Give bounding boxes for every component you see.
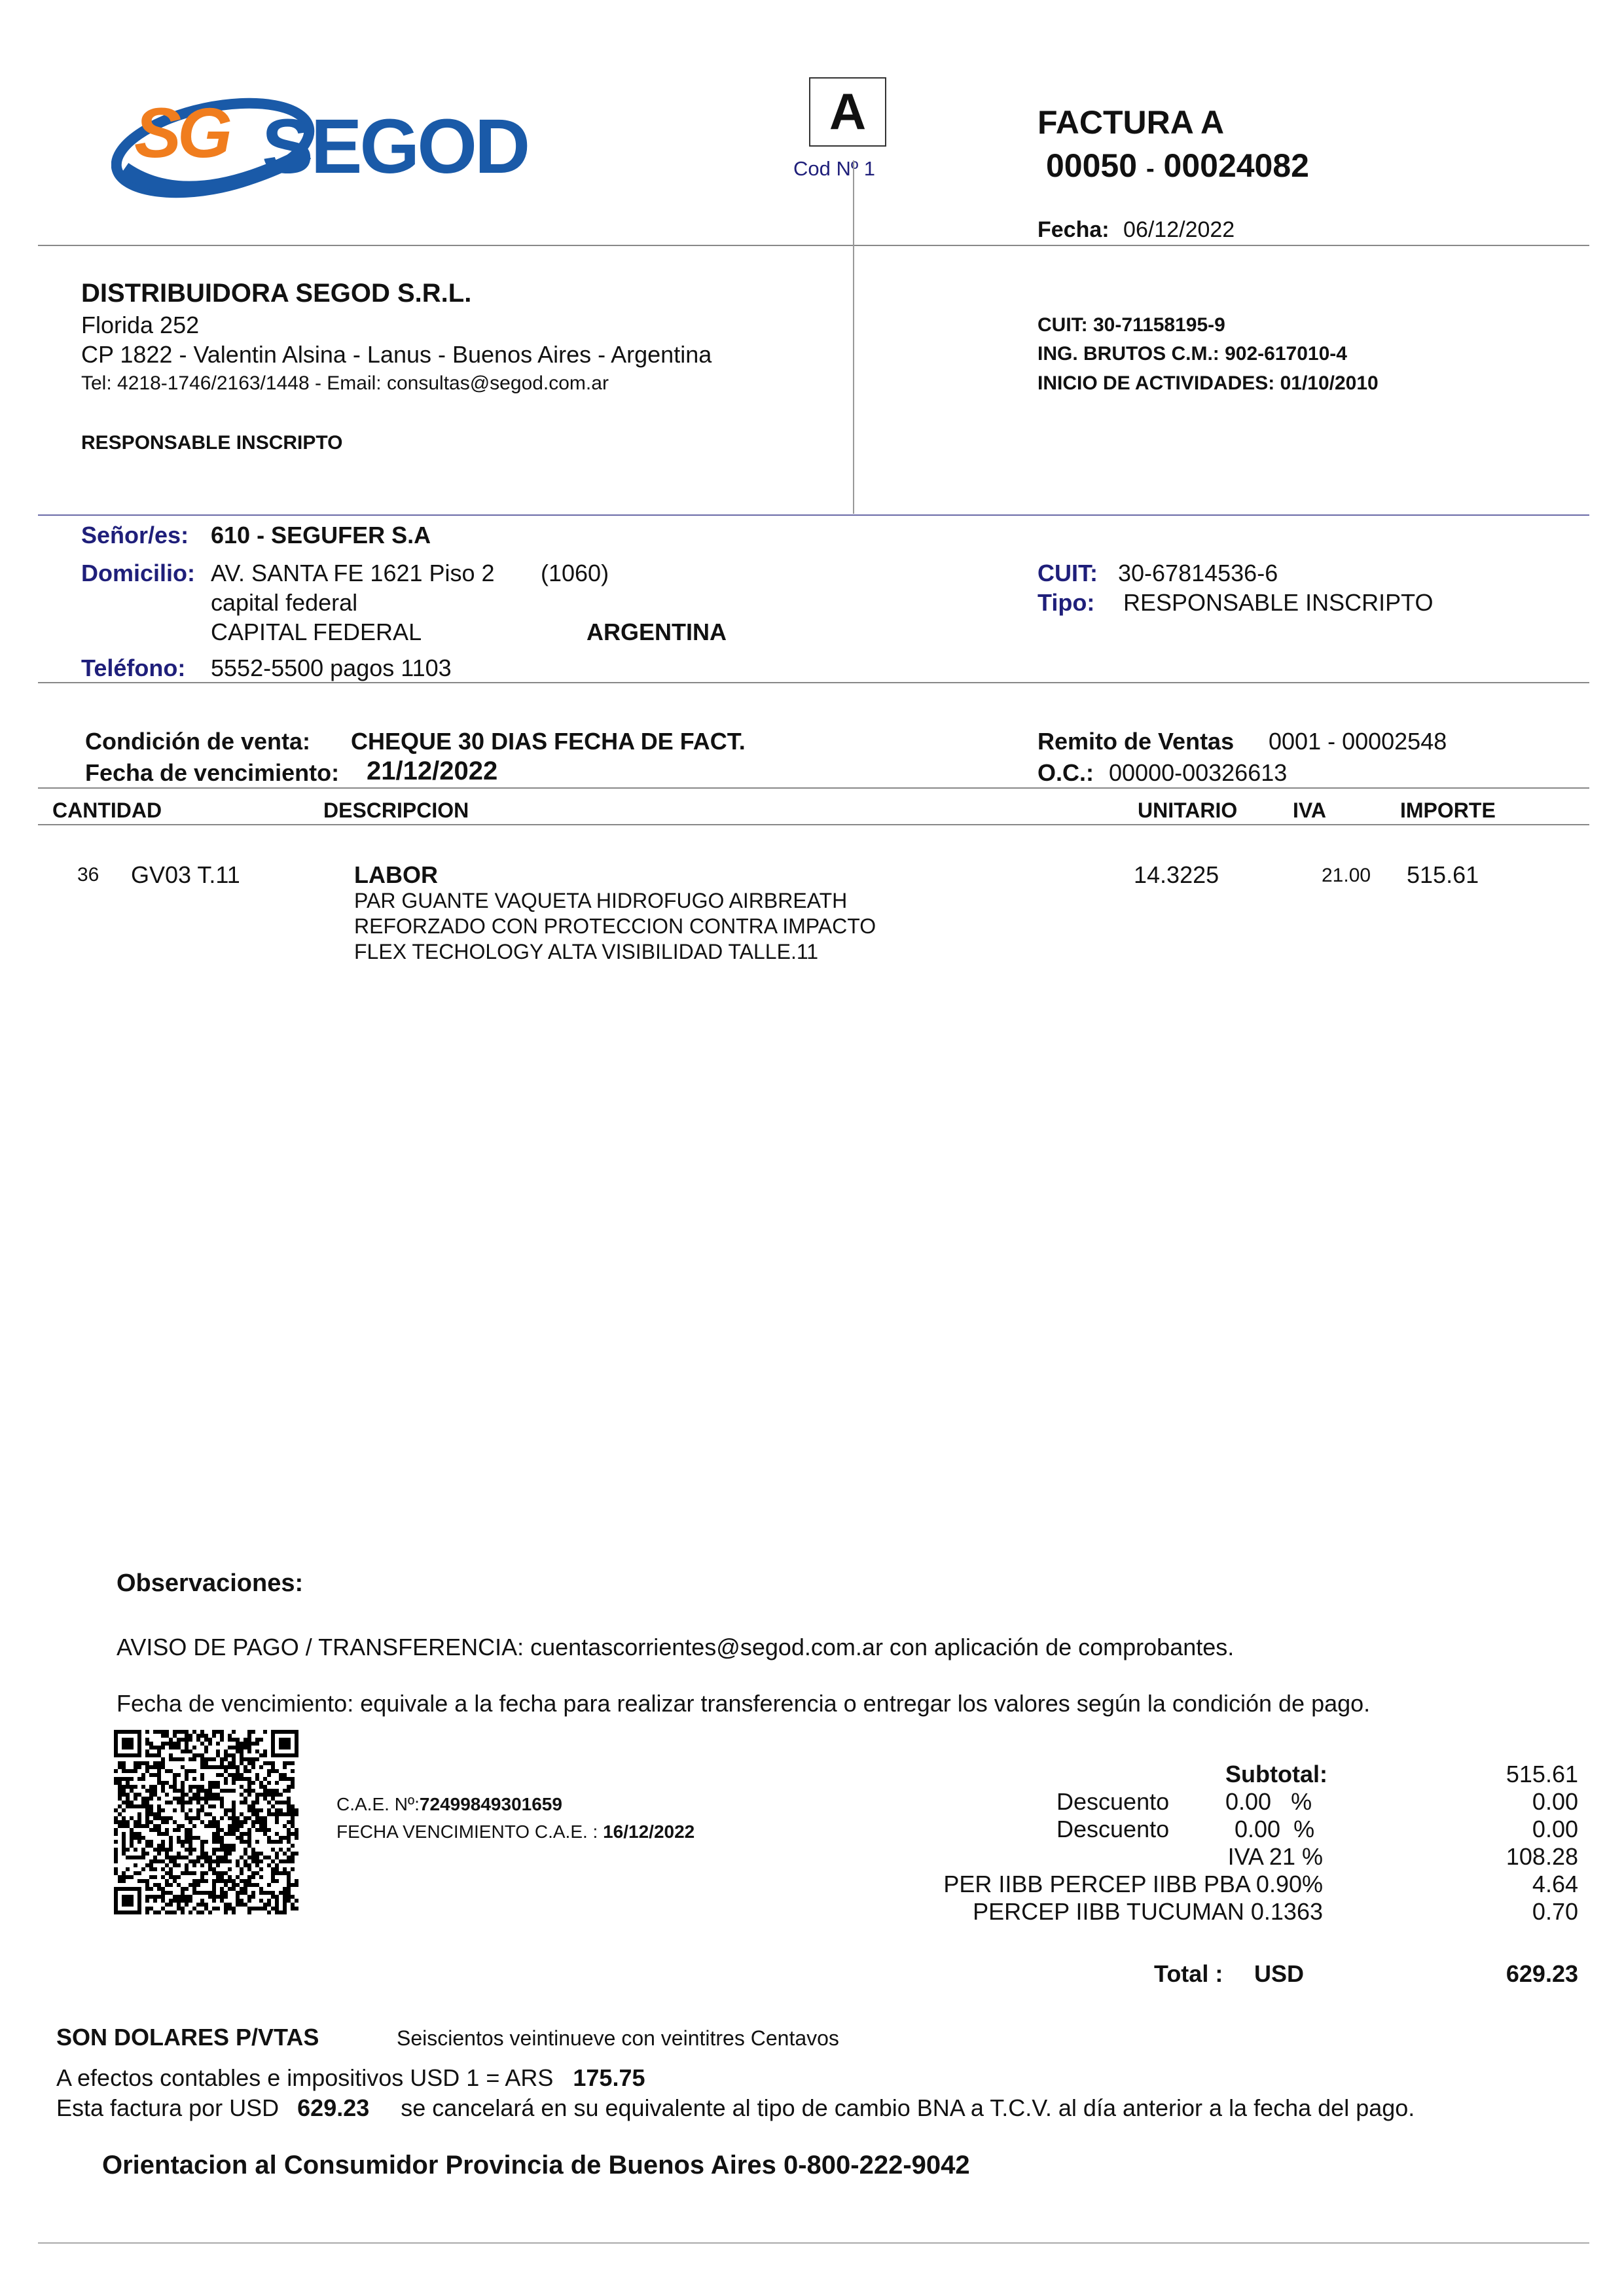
- issuer-contact: Tel: 4218-1746/2163/1448 - Email: consultas@segod.com.ar: [81, 372, 609, 394]
- iva-label: IVA 21 %: [1227, 1843, 1323, 1870]
- discount2-value: 0.00: [1532, 1816, 1578, 1842]
- discount1-pct: 0.00 %: [1225, 1788, 1312, 1815]
- client-country: ARGENTINA: [586, 619, 727, 645]
- row-amount: 515.61: [1407, 861, 1479, 888]
- col-header-unit: UNITARIO: [1138, 798, 1238, 822]
- invoice-date: [1038, 217, 1235, 243]
- invoice-title: FACTURA A: [1038, 104, 1225, 141]
- due-date: 21/12/2022: [367, 757, 498, 785]
- client-address-label: Domicilio:: [81, 560, 196, 586]
- client-zip: (1060): [541, 560, 609, 586]
- row-desc-line1: PAR GUANTE VAQUETA HIDROFUGO AIRBREATH: [354, 889, 848, 912]
- col-header-desc: DESCRIPCION: [323, 798, 469, 822]
- perception2-value: 0.70: [1532, 1898, 1578, 1925]
- row-iva: 21.00: [1322, 865, 1371, 886]
- issuer-iibb: ING. BRUTOS C.M.: 902-617010-4: [1038, 343, 1347, 365]
- divider: [38, 245, 1589, 246]
- client-name-label: Señor/es:: [81, 522, 189, 548]
- client-address1: AV. SANTA FE 1621 Piso 2: [211, 560, 495, 586]
- footer-divider: [38, 2242, 1589, 2244]
- usd-suffix: se cancelará en su equivalente al tipo de cambio BNA a T.C.V. al día anterior a la fecha del pago.: [401, 2094, 1415, 2121]
- sale-condition-label: Condición de venta:: [85, 728, 311, 755]
- exchange-rate-prefix: A efectos contables e impositivos USD 1 = ARS: [56, 2064, 554, 2091]
- discount2-label: Descuento: [1056, 1816, 1170, 1842]
- issuer-address1: Florida 252: [81, 312, 200, 338]
- cae-number: [336, 1794, 562, 1815]
- qr-code: [114, 1730, 298, 1914]
- subtotal-label: Subtotal:: [1225, 1761, 1327, 1787]
- invoice-type-letter: A: [829, 82, 867, 140]
- client-phone: 5552-5500 pagos 1103: [211, 655, 452, 681]
- invoice-date-value: 06/12/2022: [1123, 217, 1235, 242]
- subtotal-value: 515.61: [1506, 1761, 1578, 1787]
- client-type-label: Tipo:: [1038, 589, 1095, 616]
- client-province: CAPITAL FEDERAL: [211, 619, 422, 645]
- invoice-number-prefix: 00050: [1046, 147, 1138, 184]
- invoice-type-box: [809, 77, 886, 147]
- sale-condition: CHEQUE 30 DIAS FECHA DE FACT.: [351, 728, 746, 755]
- divider: [38, 682, 1589, 683]
- issuer-cuit: CUIT: 30-71158195-9: [1038, 314, 1225, 336]
- row-unit: 14.3225: [1134, 861, 1219, 888]
- client-address2: capital federal: [211, 589, 358, 616]
- cae-due-label: FECHA VENCIMIENTO C.A.E. :: [336, 1821, 604, 1842]
- total-currency: USD: [1254, 1960, 1305, 1987]
- table-header-border: [38, 824, 1589, 825]
- client-type: RESPONSABLE INSCRIPTO: [1123, 589, 1434, 616]
- total-label: Total :: [1154, 1960, 1223, 1987]
- col-header-qty: CANTIDAD: [52, 798, 162, 822]
- exchange-rate-value: 175.75: [573, 2064, 645, 2091]
- col-header-iva: IVA: [1293, 798, 1326, 822]
- invoice-date-label: Fecha:: [1038, 217, 1110, 242]
- perception1-label: PER IIBB PERCEP IIBB PBA 0.90%: [943, 1871, 1323, 1897]
- logo-initials: SG: [134, 93, 229, 172]
- observations-line2: Fecha de vencimiento: equivale a la fecha para realizar transferencia o entregar los valores según la condición de pago.: [117, 1690, 1371, 1717]
- row-desc-line2: REFORZADO CON PROTECCION CONTRA IMPACTO: [354, 914, 876, 938]
- total-value: 629.23: [1506, 1960, 1578, 1987]
- issuer-name: DISTRIBUIDORA SEGOD S.R.L.: [81, 279, 472, 308]
- due-date-label: Fecha de vencimiento:: [85, 759, 340, 786]
- amount-in-words-label: SON DOLARES P/VTAS: [56, 2024, 319, 2051]
- remito-number: 0001 - 00002548: [1269, 728, 1447, 755]
- iva-value: 108.28: [1506, 1843, 1578, 1870]
- row-brand: LABOR: [354, 861, 438, 888]
- client-phone-label: Teléfono:: [81, 655, 186, 681]
- row-code: GV03 T.11: [131, 861, 240, 888]
- invoice-number-value: 00024082: [1163, 147, 1309, 184]
- row-desc-line3: FLEX TECHOLOGY ALTA VISIBILIDAD TALLE.11: [354, 940, 819, 963]
- exchange-rate-line: [56, 2064, 645, 2092]
- usd-cancellation-line: [56, 2094, 1415, 2122]
- col-header-amount: IMPORTE: [1400, 798, 1496, 822]
- usd-prefix: Esta factura por USD: [56, 2094, 280, 2121]
- logo-name: SEGOD: [262, 103, 528, 190]
- table-top-border: [38, 787, 1589, 789]
- po-label: O.C.:: [1038, 759, 1094, 786]
- client-cuit: 30-67814536-6: [1118, 560, 1278, 586]
- cae-due-value: 16/12/2022: [603, 1821, 695, 1842]
- issuer-address2: CP 1822 - Valentin Alsina - Lanus - Buenos Aires - Argentina: [81, 341, 712, 368]
- usd-amount: 629.23: [297, 2094, 370, 2121]
- client-cuit-label: CUIT:: [1038, 560, 1098, 586]
- observations-title: Observaciones:: [117, 1570, 304, 1597]
- po-number: 00000-00326613: [1109, 759, 1288, 786]
- client-name: 610 - SEGUFER S.A: [211, 522, 431, 548]
- divider: [38, 514, 1589, 516]
- row-qty: 36: [77, 864, 99, 886]
- remito-label: Remito de Ventas: [1038, 728, 1235, 755]
- invoice-number: [1046, 147, 1309, 185]
- discount1-label: Descuento: [1056, 1788, 1170, 1815]
- cae-due: [336, 1821, 695, 1842]
- vertical-divider: [853, 160, 854, 514]
- invoice-type-code: Cod Nº 1: [793, 157, 876, 180]
- invoice-number-sep: -: [1146, 155, 1155, 183]
- cae-label: C.A.E. Nº:: [336, 1794, 420, 1814]
- consumer-orientation: Orientacion al Consumidor Provincia de Buenos Aires 0-800-222-9042: [102, 2151, 970, 2179]
- issuer-tax-status: RESPONSABLE INSCRIPTO: [81, 432, 343, 454]
- amount-in-words: Seiscientos veintinueve con veintitres Centavos: [397, 2026, 839, 2050]
- perception2-label: PERCEP IIBB TUCUMAN 0.1363: [973, 1898, 1323, 1925]
- discount1-value: 0.00: [1532, 1788, 1578, 1815]
- discount2-pct: 0.00 %: [1235, 1816, 1315, 1842]
- issuer-start-date: INICIO DE ACTIVIDADES: 01/10/2010: [1038, 372, 1379, 394]
- company-logo: [111, 90, 583, 205]
- cae-value: 72499849301659: [419, 1794, 562, 1814]
- perception1-value: 4.64: [1532, 1871, 1578, 1897]
- observations-line1: AVISO DE PAGO / TRANSFERENCIA: cuentascorrientes@segod.com.ar con aplicación de comprobantes.: [117, 1634, 1235, 1660]
